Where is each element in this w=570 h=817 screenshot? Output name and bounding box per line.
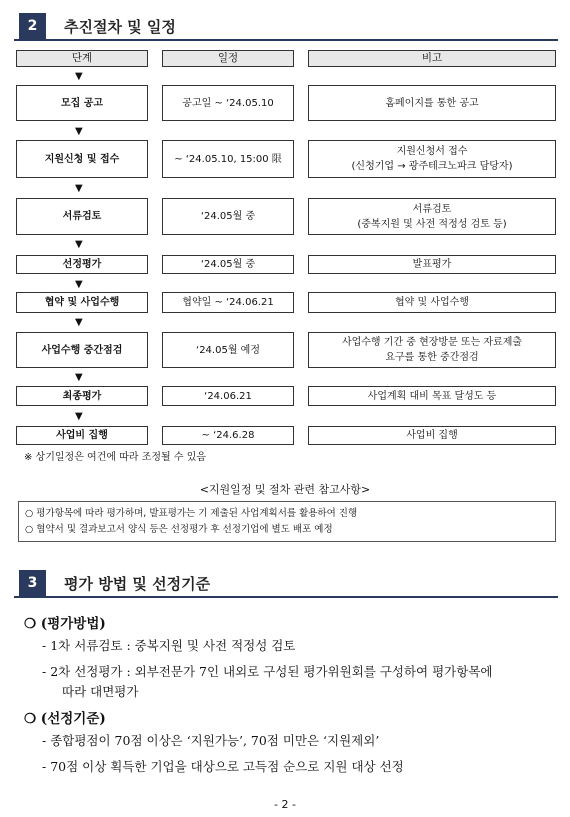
remark-cell xyxy=(308,426,556,445)
page-number: - 2 - xyxy=(274,798,296,811)
step-cell: 최종평가 xyxy=(16,386,148,406)
schedule-cell: ‘24.05월 중 xyxy=(162,255,294,274)
schedule-cell: ‘24.05월 예정 xyxy=(162,332,294,368)
schedule-cell: ~ ‘24.05.10, 15:00 限 xyxy=(162,140,294,178)
section-title: 평가 방법 및 선정기준 xyxy=(64,575,211,593)
step-cell: 사업수행 중간점검 xyxy=(16,332,148,368)
reference-box xyxy=(18,501,556,542)
arrow-down-icon: ▼ xyxy=(75,71,83,82)
reference-item: ○ 협약서 및 결과보고서 양식 등은 선정평가 후 선정기업에 별도 배포 예정 xyxy=(25,524,333,535)
schedule-cell: 공고일 ~ ‘24.05.10 xyxy=(162,85,294,121)
remark-cell xyxy=(308,140,556,178)
step-cell: 선정평가 xyxy=(16,255,148,274)
schedule-cell: ~ ‘24.6.28 xyxy=(162,426,294,445)
step-cell: 지원신청 및 접수 xyxy=(16,140,148,178)
method-line: 따라 대면평가 xyxy=(62,684,139,699)
section-rule xyxy=(14,596,558,598)
table-footnote: ※ 상기일정은 여건에 따라 조정될 수 있음 xyxy=(24,452,207,463)
arrow-down-icon: ▼ xyxy=(75,279,83,290)
remark-text: 발표평가 xyxy=(412,259,452,270)
remark-cell xyxy=(308,85,556,121)
section-rule xyxy=(14,39,558,41)
step-cell: 모집 공고 xyxy=(16,85,148,121)
schedule-cell: ‘24.05월 중 xyxy=(162,198,294,235)
header-step: 단계 xyxy=(16,50,148,67)
header-remark: 비고 xyxy=(308,50,556,67)
criteria-heading: ❍ (선정기준) xyxy=(24,711,106,727)
method-line: - 1차 서류검토 : 중복지원 및 사전 적정성 검토 xyxy=(42,638,296,653)
remark-text: 홈페이지를 통한 공고 xyxy=(385,97,479,109)
remark-text: (중복지원 및 사전 적정성 검토 등) xyxy=(357,218,507,230)
step-cell: 협약 및 사업수행 xyxy=(16,292,148,313)
remark-text: 요구를 통한 중간점검 xyxy=(385,352,479,363)
reference-item: ○ 평가항목에 따라 평가하며, 발표평가는 기 제출된 사업계획서를 활용하여 진행 xyxy=(25,508,358,519)
section-3-header xyxy=(14,566,558,598)
section-number: 2 xyxy=(19,13,46,39)
remark-cell xyxy=(308,386,556,406)
remark-cell xyxy=(308,255,556,274)
remark-text: 협약 및 사업수행 xyxy=(395,297,469,308)
arrow-down-icon: ▼ xyxy=(75,239,83,250)
method-heading: ❍ (평가방법) xyxy=(24,616,106,632)
remark-cell xyxy=(308,292,556,313)
reference-title: <지원일정 및 절차 관련 참고사항> xyxy=(199,483,371,496)
criteria-line: - 70점 이상 획득한 기업을 대상으로 고득점 순으로 지원 대상 선정 xyxy=(42,759,404,774)
arrow-down-icon: ▼ xyxy=(75,317,83,328)
schedule-cell: ‘24.06.21 xyxy=(162,386,294,406)
section-title: 추진절차 및 일정 xyxy=(64,18,176,36)
section-number: 3 xyxy=(19,570,46,596)
schedule-cell: 협약일 ~ ‘24.06.21 xyxy=(162,292,294,313)
method-line: - 2차 선정평가 : 외부전문가 7인 내외로 구성된 평가위원회를 구성하여 평가항목에 xyxy=(42,664,493,679)
remark-text: 사업수행 기간 중 현장방문 또는 자료제출 xyxy=(341,337,523,348)
step-cell: 사업비 집행 xyxy=(16,426,148,445)
section-2-header xyxy=(14,9,558,41)
remark-text: 지원신청서 접수 xyxy=(396,146,468,157)
arrow-down-icon: ▼ xyxy=(75,411,83,422)
remark-text: (신청기업 → 광주테크노파크 담당자) xyxy=(351,161,513,172)
header-schedule: 일정 xyxy=(162,50,294,67)
criteria-line: - 종합평점이 70점 이상은 ‘지원가능’, 70점 미만은 ‘지원제외’ xyxy=(42,733,380,748)
remark-text: 사업비 집행 xyxy=(406,430,458,441)
remark-text: 사업계획 대비 목표 달성도 등 xyxy=(367,390,497,402)
step-cell: 서류검토 xyxy=(16,198,148,235)
remark-cell xyxy=(308,198,556,235)
arrow-down-icon: ▼ xyxy=(75,126,83,137)
arrow-down-icon: ▼ xyxy=(75,183,83,194)
arrow-down-icon: ▼ xyxy=(75,372,83,383)
remark-cell xyxy=(308,332,556,368)
remark-text: 서류검토 xyxy=(412,203,452,215)
